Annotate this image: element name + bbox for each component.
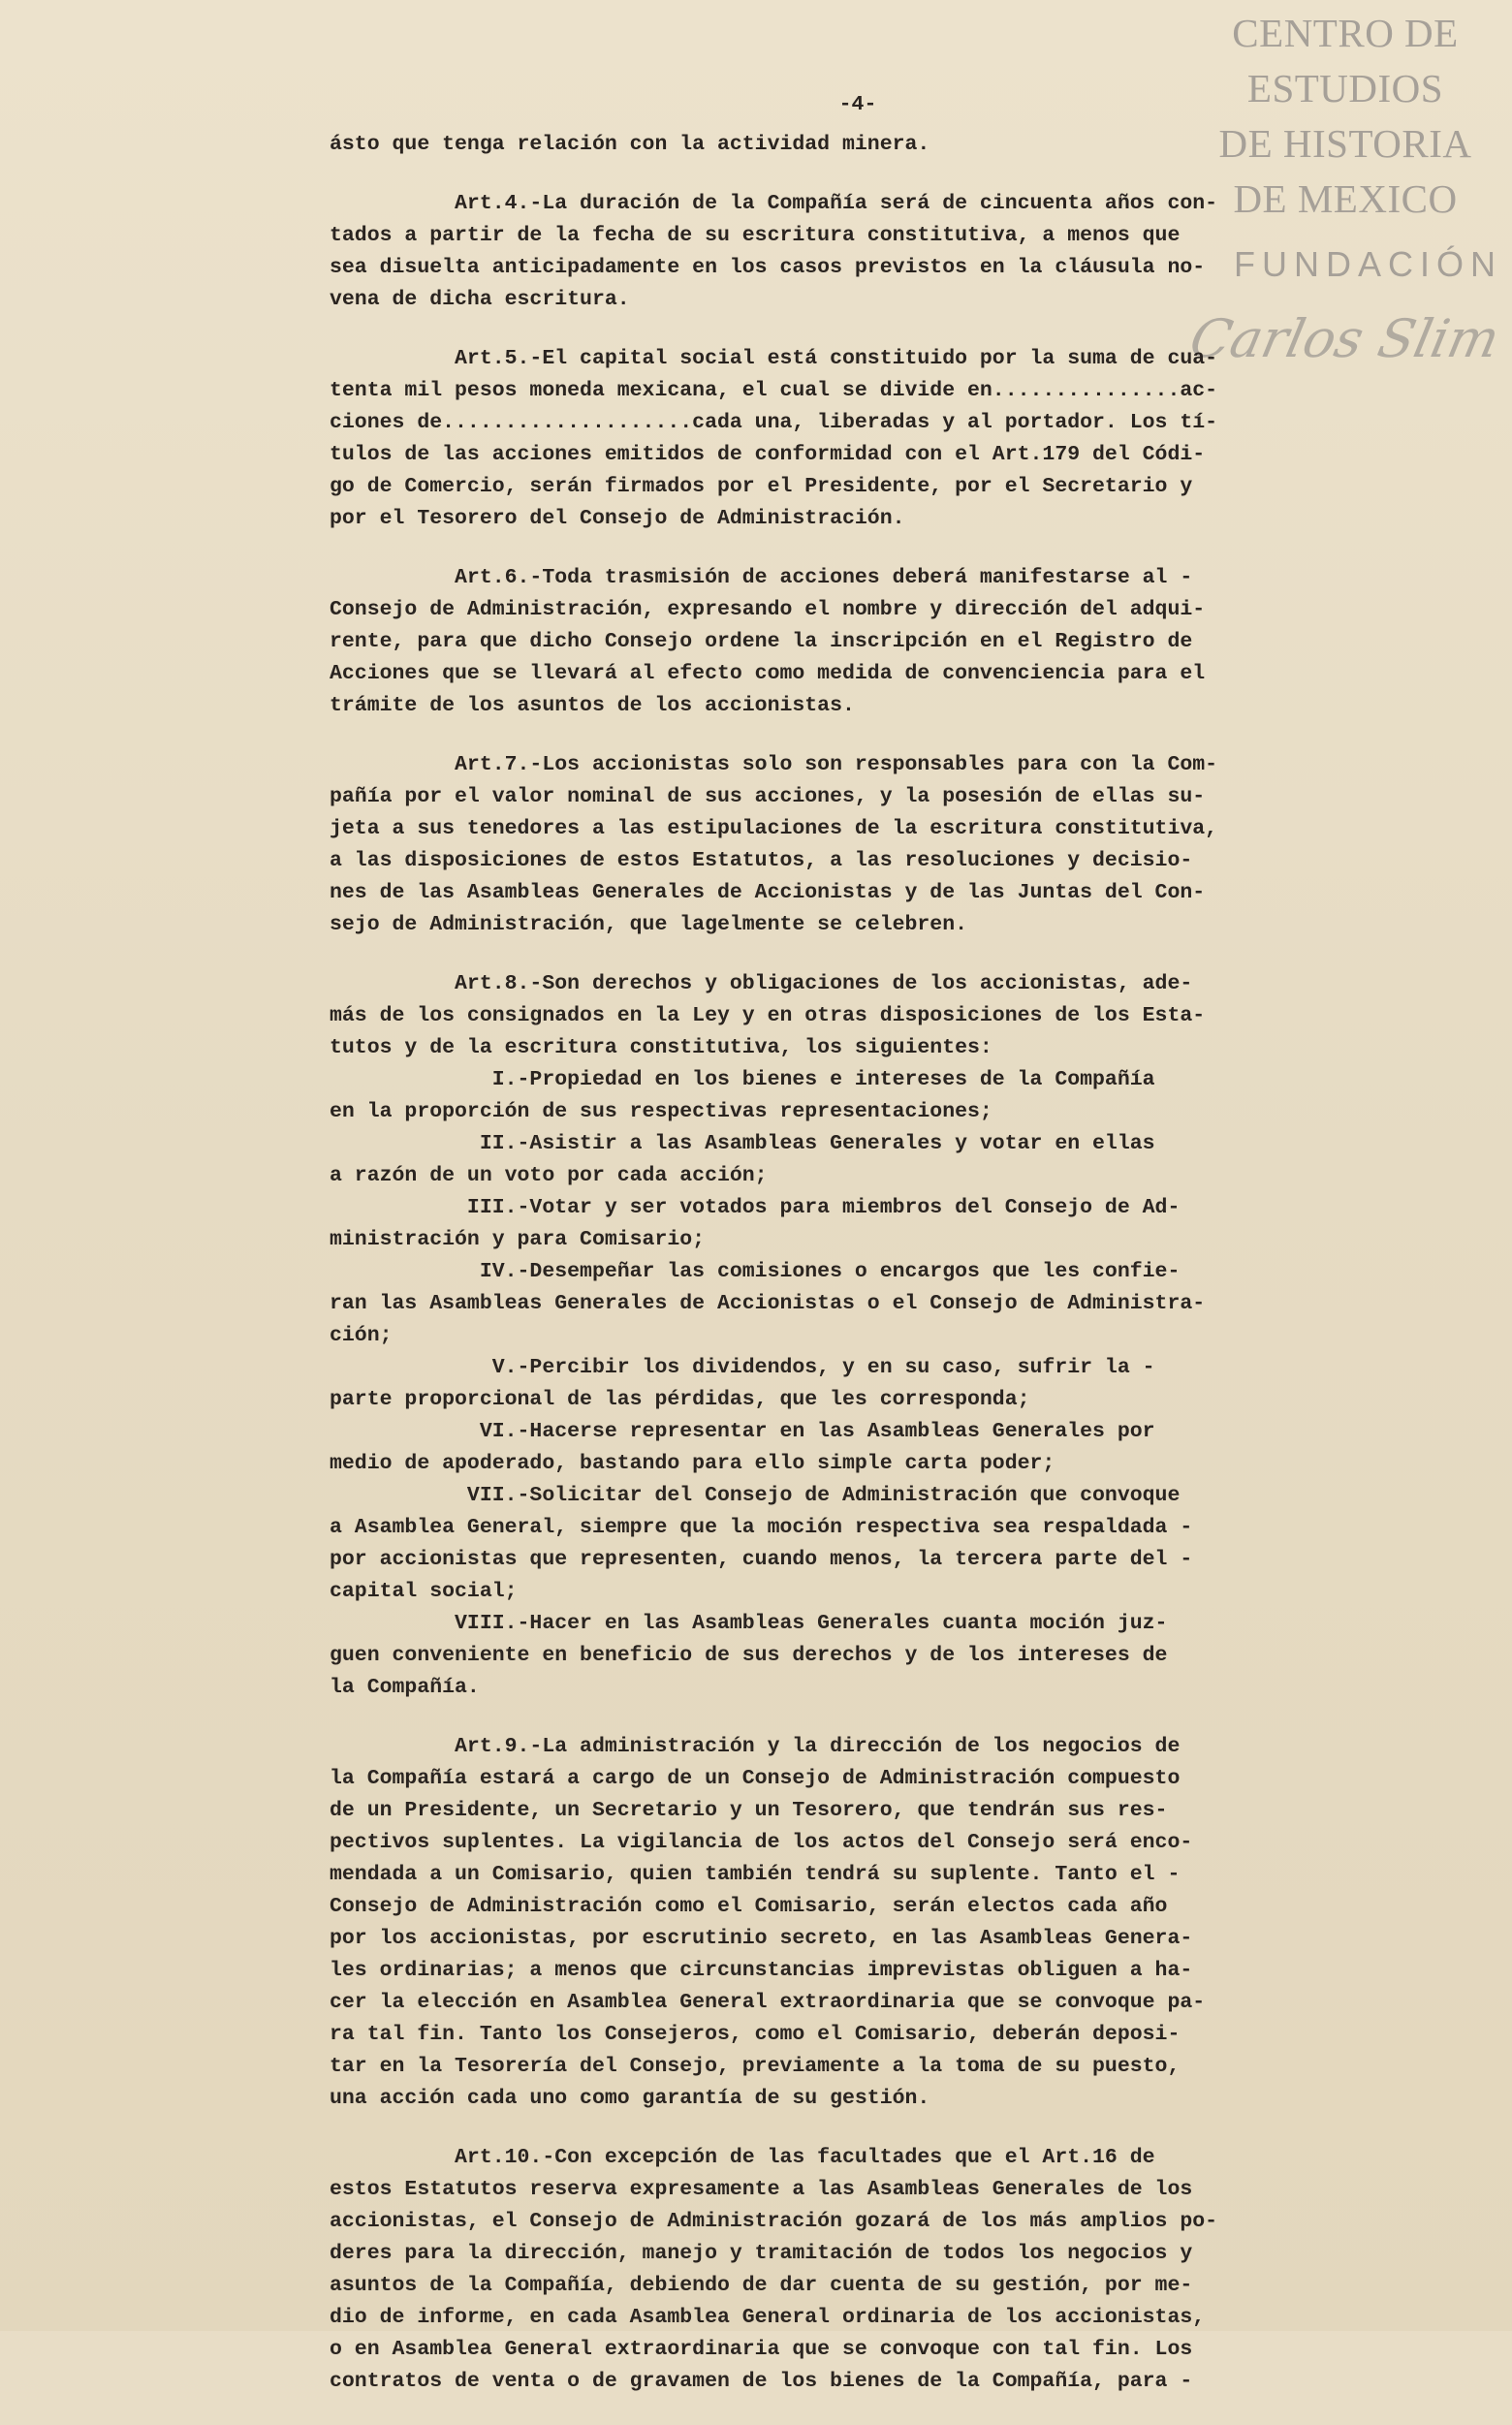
text-line: Art.8.-Son derechos y obligaciones de los accionistas, ade- — [330, 972, 1193, 995]
paragraph-list — [330, 129, 1386, 2398]
text-line: I.-Propiedad en los bienes e intereses de la Compañía — [330, 1068, 1155, 1091]
text-line: sea disuelta anticipadamente en los casos previstos en la cláusula no- — [330, 256, 1206, 279]
text-line: Art.7.-Los accionistas solo son responsables para con la Com- — [330, 753, 1218, 776]
text-line: Art.4.-La duración de la Compañía será de cincuenta años con- — [330, 192, 1218, 215]
text-line: por los accionistas, por escrutinio secreto, en las Asambleas Genera- — [330, 1927, 1193, 1950]
text-line: les ordinarias; a menos que circunstancias imprevistas obliguen a ha- — [330, 1959, 1193, 1982]
watermark-line: CENTRO DE — [1232, 11, 1459, 55]
paragraph — [330, 562, 1386, 722]
paragraph — [330, 968, 1386, 1704]
text-line: vena de dicha escritura. — [330, 288, 630, 311]
text-line: IV.-Desempeñar las comisiones o encargos que les confie- — [330, 1260, 1181, 1283]
text-line: o en Asamblea General extraordinaria que se convoque con tal fin. Los — [330, 2338, 1193, 2361]
typed-text — [330, 89, 1386, 2425]
text-line: ra tal fin. Tanto los Consejeros, como el Comisario, deberán deposi- — [330, 2023, 1181, 2046]
text-line: de un Presidente, un Secretario y un Tesorero, que tendrán sus res- — [330, 1799, 1168, 1822]
text-line: asuntos de la Compañía, debiendo de dar cuenta de su gestión, por me- — [330, 2274, 1193, 2297]
text-line: más de los consignados en la Ley y en otras disposiciones de los Esta- — [330, 1004, 1206, 1027]
text-line: pectivos suplentes. La vigilancia de los actos del Consejo será enco- — [330, 1831, 1193, 1854]
text-line: ciones de....................cada una, liberadas y al portador. Los tí- — [330, 411, 1218, 434]
text-line: rente, para que dicho Consejo ordene la inscripción en el Registro de — [330, 630, 1193, 653]
text-line: Art.5.-El capital social está constituido por la suma de cua- — [330, 347, 1218, 370]
text-line: tenta mil pesos moneda mexicana, el cual se divide en...............ac- — [330, 379, 1218, 402]
text-line: deres para la dirección, manejo y tramitación de todos los negocios y — [330, 2242, 1193, 2265]
text-line: III.-Votar y ser votados para miembros del Consejo de Ad- — [330, 1196, 1181, 1219]
text-line: la Compañía. — [330, 1676, 480, 1699]
text-line: ran las Asambleas Generales de Accionistas o el Consejo de Administra- — [330, 1292, 1206, 1315]
text-line: la Compañía estará a cargo de un Consejo de Administración compuesto — [330, 1767, 1181, 1790]
text-line: a razón de un voto por cada acción; — [330, 1164, 768, 1187]
watermark-fundacion: FUNDACIÓN — [1234, 244, 1502, 284]
text-line: tados a partir de la fecha de su escritura constitutiva, a menos que — [330, 224, 1181, 247]
text-line: a las disposiciones de estos Estatutos, a las resoluciones y decisio- — [330, 849, 1193, 872]
text-line: dio de informe, en cada Asamblea General ordinaria de los accionistas, — [330, 2306, 1206, 2329]
text-line: VIII.-Hacer en las Asambleas Generales cuanta moción juz- — [330, 1612, 1168, 1635]
text-line: estos Estatutos reserva expresamente a las Asambleas Generales de los — [330, 2178, 1193, 2201]
text-line: guen conveniente en beneficio de sus derechos y de los intereses de — [330, 1644, 1168, 1667]
text-line: mendada a un Comisario, quien también tendrá su suplente. Tanto el - — [330, 1863, 1181, 1886]
watermark-line: ESTUDIOS — [1246, 66, 1444, 110]
text-line: parte proporcional de las pérdidas, que les corresponda; — [330, 1388, 1030, 1411]
text-line: cer la elección en Asamblea General extraordinaria que se convoque pa- — [330, 1991, 1206, 2014]
text-line: Art.10.-Con excepción de las facultades que el Art.16 de — [330, 2146, 1155, 2169]
text-line: jeta a sus tenedores a las estipulaciones de la escritura constitutiva, — [330, 817, 1218, 840]
text-line: Acciones que se llevará al efecto como medida de convenciencia para el — [330, 662, 1206, 685]
text-line: ásto que tenga relación con la actividad minera. — [330, 133, 930, 156]
text-line: a Asamblea General, siempre que la moción respectiva sea respaldada - — [330, 1516, 1193, 1539]
text-line: go de Comercio, serán firmados por el Presidente, por el Secretario y — [330, 475, 1193, 498]
text-line: Consejo de Administración, expresando el nombre y dirección del adqui- — [330, 598, 1206, 621]
text-line: II.-Asistir a las Asambleas Generales y votar en ellas — [330, 1132, 1155, 1155]
page-number: -4- — [838, 93, 877, 116]
text-line: medio de apoderado, bastando para ello simple carta poder; — [330, 1452, 1055, 1475]
text-line: Consejo de Administración como el Comisario, serán electos cada año — [330, 1895, 1168, 1918]
text-line: por el Tesorero del Consejo de Administración. — [330, 507, 905, 530]
text-line: ción; — [330, 1324, 393, 1347]
paragraph — [330, 749, 1386, 941]
text-line: Art.9.-La administración y la dirección de los negocios de — [330, 1735, 1181, 1758]
text-line: ministración y para Comisario; — [330, 1228, 706, 1251]
paragraph — [330, 2142, 1386, 2398]
text-line: en la proporción de sus respectivas representaciones; — [330, 1100, 992, 1123]
paragraph — [330, 343, 1386, 535]
paragraph — [330, 188, 1386, 316]
text-line: V.-Percibir los dividendos, y en su caso, sufrir la - — [330, 1356, 1155, 1379]
paragraph — [330, 129, 1386, 161]
text-line: nes de las Asambleas Generales de Accionistas y de las Juntas del Con- — [330, 881, 1206, 904]
text-line: capital social; — [330, 1580, 518, 1603]
text-line: por accionistas que representen, cuando menos, la tercera parte del - — [330, 1548, 1193, 1571]
text-line: tar en la Tesorería del Consejo, previamente a la toma de su puesto, — [330, 2055, 1181, 2078]
watermark-signature: Carlos Slim — [1184, 308, 1505, 369]
text-line: tulos de las acciones emitidos de conformidad con el Art.179 del Códi- — [330, 443, 1206, 466]
text-line: una acción cada uno como garantía de su gestión. — [330, 2087, 930, 2110]
text-line: sejo de Administración, que lagelmente se celebren. — [330, 913, 968, 936]
paragraph — [330, 1731, 1386, 2115]
text-line: Art.6.-Toda trasmisión de acciones deberá manifestarse al - — [330, 566, 1193, 589]
watermark-line: DE MEXICO — [1233, 176, 1458, 221]
text-line: VII.-Solicitar del Consejo de Administración que convoque — [330, 1484, 1181, 1507]
text-line: pañía por el valor nominal de sus acciones, y la posesión de ellas su- — [330, 785, 1206, 808]
text-line: tutos y de la escritura constitutiva, los siguientes: — [330, 1036, 992, 1059]
text-line: trámite de los asuntos de los accionistas. — [330, 694, 855, 717]
watermark-line: DE HISTORIA — [1218, 121, 1472, 166]
text-line: VI.-Hacerse representar en las Asambleas Generales por — [330, 1420, 1155, 1443]
text-line: contratos de venta o de gravamen de los bienes de la Compañía, para - — [330, 2370, 1193, 2393]
text-line: accionistas, el Consejo de Administración gozará de los más amplios po- — [330, 2210, 1218, 2233]
